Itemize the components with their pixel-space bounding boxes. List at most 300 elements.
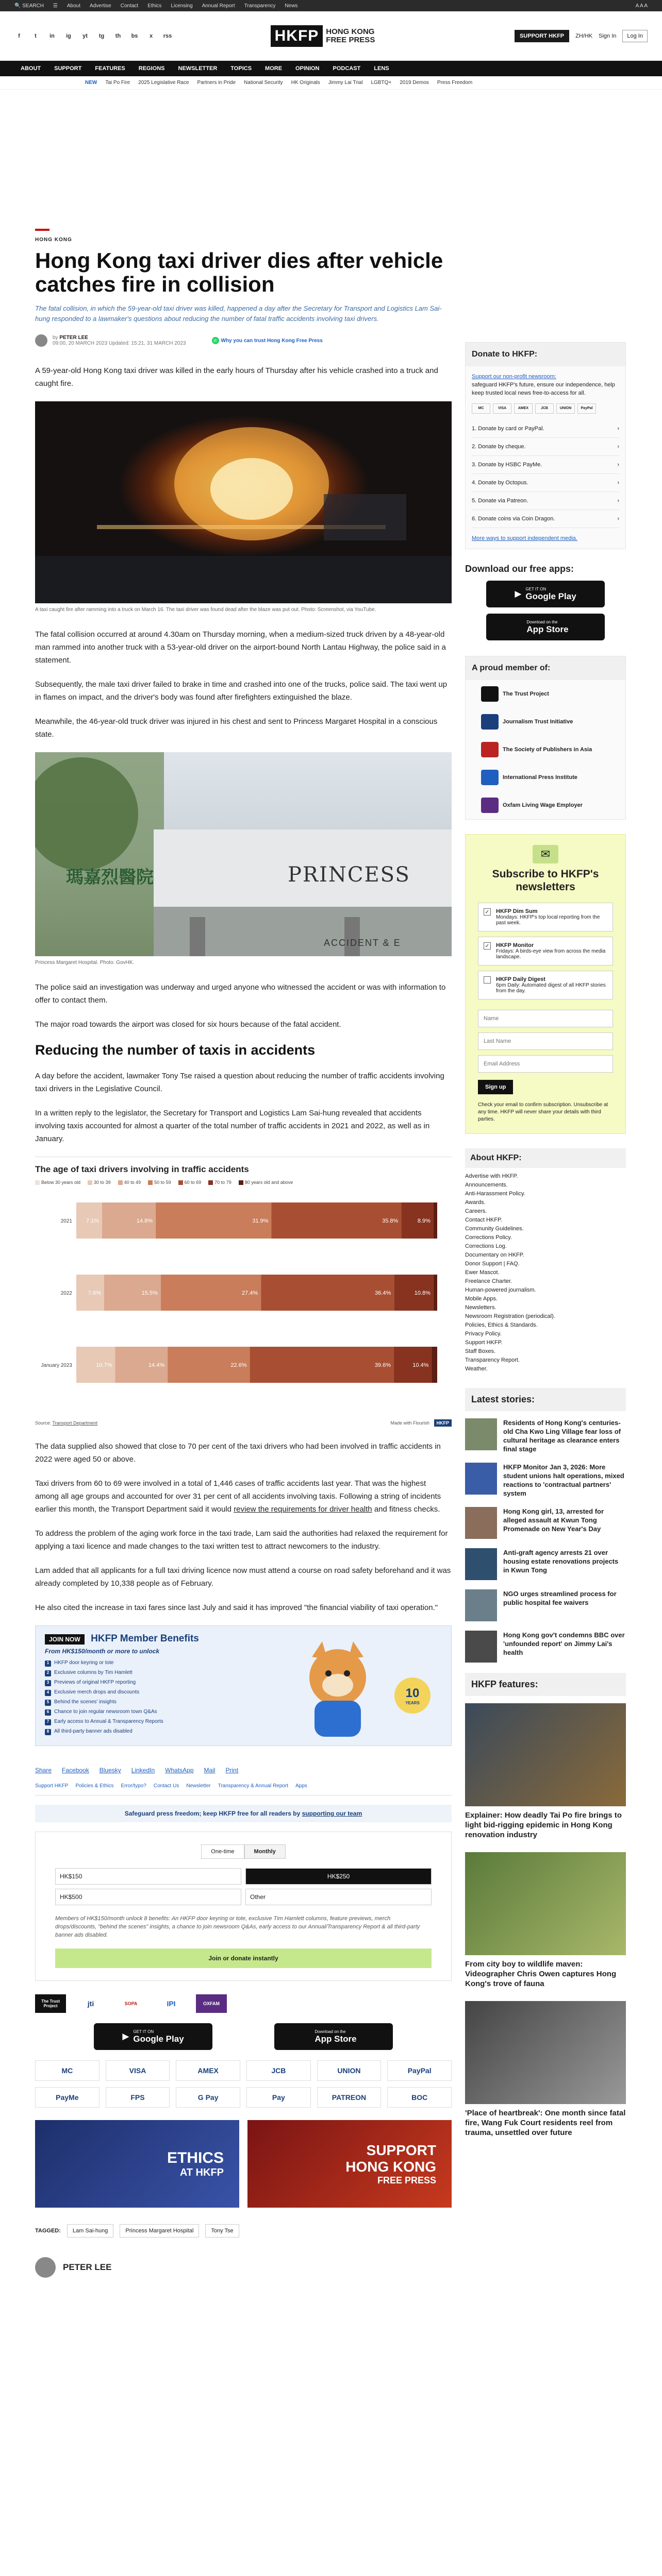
about-link[interactable]: Careers. <box>465 1208 487 1214</box>
site-header <box>0 11 662 61</box>
about-link[interactable]: Community Guidelines. <box>465 1226 524 1232</box>
payment-logo: PATREON <box>317 2087 382 2108</box>
checkbox[interactable]: ✓ <box>484 942 491 950</box>
topbar-licensing[interactable]: Licensing <box>171 3 193 9</box>
search-link[interactable]: 🔍 SEARCH <box>14 3 44 9</box>
latest-story[interactable]: Residents of Hong Kong's centuries-old Cha Kwo Ling Village fear loss of cultural heritage as clearance enters final stage <box>465 1418 626 1453</box>
feature-image <box>465 1852 626 1955</box>
ipi-logo: IPI <box>167 1999 176 2008</box>
chart-title: The age of taxi drivers involving in traffic accidents <box>35 1164 249 1174</box>
chevron-right-icon: › <box>617 498 619 504</box>
telegram-icon[interactable]: tg <box>98 32 105 39</box>
data-label: 7.6% <box>88 1290 101 1297</box>
rss-icon[interactable]: rss <box>163 32 172 39</box>
chevron-right-icon: › <box>617 426 619 432</box>
latest-story[interactable]: Hong Kong gov't condemns BBC over 'unfounded report' on Jimmy Lai's health <box>465 1631 626 1663</box>
utility-link[interactable]: Newsletter <box>186 1783 211 1789</box>
sidebar <box>465 342 626 2150</box>
nav-item-regions[interactable]: REGIONS <box>138 65 165 72</box>
nav-item-more[interactable]: MORE <box>265 65 283 72</box>
legend-swatch <box>178 1180 183 1185</box>
bluesky-icon[interactable]: bs <box>131 32 138 39</box>
paragraph: Meanwhile, the 46-year-old truck driver was injured in his chest and sent to Princess Margaret Hospital in a conscious state. <box>35 717 438 739</box>
top-utility-bar <box>0 0 662 11</box>
topbar-menu-icon[interactable]: ☰ <box>53 3 58 9</box>
latest-story[interactable]: NGO urges streamlined process for public hospital fee waivers <box>465 1589 626 1621</box>
member-org-logo <box>481 798 499 813</box>
benefit-item: 7 Early access to Annual & Transparency Reports <box>45 1719 313 1725</box>
hospital-sign-zh: 瑪嘉烈醫院 <box>66 867 154 888</box>
about-link[interactable]: Ewer Mascot. <box>465 1269 500 1276</box>
apps-title: Download our free apps: <box>465 564 574 574</box>
payment-logo: MC <box>472 403 490 414</box>
member-org-logo <box>481 686 499 702</box>
data-label: 36.4% <box>375 1290 391 1297</box>
latest-title: Latest stories: <box>465 1388 626 1411</box>
payment-logo: G Pay <box>176 2087 240 2108</box>
checkbox[interactable] <box>484 976 491 984</box>
bar-segment[interactable] <box>261 1275 394 1311</box>
benefit-item: 4 Exclusive merch drops and discounts <box>45 1689 313 1696</box>
bar-segment[interactable] <box>434 1275 437 1311</box>
member-org[interactable]: Journalism Trust Initiative <box>466 708 625 736</box>
feature-image <box>465 1703 626 1806</box>
author-avatar <box>35 334 47 347</box>
topbar-contact[interactable]: Contact <box>120 3 139 9</box>
member-org-logo <box>481 770 499 785</box>
about-link[interactable]: Announcements. <box>465 1182 508 1188</box>
utility-link[interactable]: Transparency & Annual Report <box>218 1783 288 1789</box>
site-logo[interactable]: HKFP HONG KONG FREE PRESS <box>271 25 375 47</box>
category-accent <box>35 229 49 231</box>
donate-option[interactable]: 6. Donate coins via Coin Dragon. › <box>472 510 619 528</box>
latest-card <box>465 1388 626 1663</box>
monthly-tab[interactable]: Monthly <box>244 1844 286 1859</box>
payment-logo: Pay <box>246 2087 311 2108</box>
one-time-tab[interactable]: One-time <box>201 1844 244 1859</box>
checkbox[interactable]: ✓ <box>484 908 491 916</box>
login-button[interactable]: Log In <box>622 30 648 42</box>
member-of-title: A proud member of: <box>466 656 625 680</box>
signup-button[interactable]: Sign up <box>478 1080 513 1094</box>
donate-fine-print: Members of HK$150/month unlock 8 benefits: An HKFP door keyring or tote, exclusive Tim Hamlett columns, feature previews, merch drops/discounts, "behind the scenes" insights, a chance to join newsroom Q&As, early access to our Annual/Transparency Report & all third-party banner ads disabled. <box>55 1916 420 1939</box>
share-print[interactable]: Print <box>225 1767 239 1774</box>
trending-item[interactable]: Partners in Pride <box>197 80 236 86</box>
topbar-news[interactable]: News <box>285 3 298 9</box>
about-link[interactable]: Corrections Log. <box>465 1243 507 1249</box>
author-box-name[interactable]: PETER LEE <box>63 2262 112 2273</box>
about-link[interactable]: Support HKFP. <box>465 1340 503 1346</box>
data-label: 7.1% <box>86 1218 99 1225</box>
feature-image <box>465 2001 626 2104</box>
first-name-input[interactable] <box>478 1010 613 1027</box>
paragraph: The major road towards the airport was closed for six hours because of the fatal accident. <box>35 1020 341 1029</box>
benefit-item: 3 Previews of original HKFP reporting <box>45 1680 313 1686</box>
sidebar-payment-logos <box>472 403 619 414</box>
donate-card: Donate to HKFP: Support our non-profit newsroom: safeguard HKFP's future, ensure our independence, help keep trusted local news free-to-access for all. MC VISA AMEX JCB UNION PayPal 1. Donate by card or PayPal. › 2. Donate by cheque. › 3. Donate by HSBC PayMe. › 4. Donate by Octopus. › 5. Donate via Patreon. › 6. Donate coins via Coin Dragon. › More ways to support independent media. <box>465 342 626 549</box>
feature-story[interactable]: Explainer: How deadly Tai Po fire brings to light bid-rigging epidemic in Hong Kong renovation industry <box>465 1703 626 1840</box>
search-icon: 🔍 <box>14 3 21 9</box>
legend-item: 80 years old and above <box>239 1180 293 1185</box>
member-org[interactable]: International Press Institute <box>466 764 625 791</box>
member-org[interactable]: Oxfam Living Wage Employer <box>466 791 625 819</box>
age-chart <box>35 1157 452 1426</box>
data-label: 22.6% <box>230 1362 247 1369</box>
utility-link[interactable]: Contact Us <box>153 1783 179 1789</box>
author-box-avatar <box>35 2257 56 2278</box>
payment-logo: BOC <box>387 2087 452 2108</box>
safeguard-banner: Safeguard press freedom; keep HKFP free for all readers by supporting our team <box>35 1805 452 1822</box>
membership-subtitle: From HK$150/month or more to unlock <box>45 1648 160 1655</box>
newsletter-title: Subscribe to HKFP's newsletters <box>492 868 599 893</box>
nav-item-about[interactable]: ABOUT <box>21 65 41 72</box>
tiktok-icon[interactable]: th <box>115 32 121 39</box>
payment-logo: MC <box>35 2060 100 2081</box>
share-whatsapp[interactable]: WhatsApp <box>165 1767 194 1774</box>
paragraph: Subsequently, the male taxi driver failed to brake in time and crashed into one of the trucks, police said. The taxi went up in flames on impact, and the driver's body was found after firefighters extinguished the blaze. <box>35 680 448 702</box>
donate-link[interactable]: Support our non-profit newsroom: <box>472 374 556 380</box>
article-title: Hong Kong taxi driver dies after vehicle catches fire in collision <box>35 248 443 296</box>
story-thumbnail <box>465 1507 497 1539</box>
support-hkfp-button[interactable]: SUPPORT HKFP <box>515 30 569 42</box>
byline: by PETER LEE 09:00, 20 MARCH 2023 Updated: 15:21, 31 MARCH 2023 ✆ Why you can trust Hong Kong Free Press <box>35 334 452 347</box>
newsletter-signup <box>465 834 626 1134</box>
photo-caption: Princess Margaret Hospital. Photo: GovHK. <box>35 960 135 965</box>
photo-caption: A taxi caught fire after ramming into a truck on March 16. The taxi driver was found dead after the blaze was put out. Photo: Screenshot, via YouTube. <box>35 607 376 613</box>
sidebar-app-store-button[interactable]: Download on the App Store <box>486 614 605 640</box>
about-link[interactable]: Transparency Report. <box>465 1357 520 1363</box>
data-label: 14.4% <box>148 1362 165 1369</box>
member-org[interactable]: The Society of Publishers in Asia <box>466 736 625 764</box>
payment-logo: VISA <box>106 2060 170 2081</box>
legend-swatch <box>88 1180 92 1185</box>
paragraph: In a written reply to the legislator, the Secretary for Transport and Logistics Lam Sai-hung revealed that accidents involving taxis accounted for almost a quarter of the total number of traffic accidents in 2021 and 2022, as well as in January. <box>35 1109 430 1143</box>
legend-swatch <box>118 1180 123 1185</box>
utility-link[interactable]: Error/typo? <box>121 1783 146 1789</box>
nav-item-topics[interactable]: TOPICS <box>230 65 252 72</box>
latest-story[interactable]: Hong Kong girl, 13, arrested for alleged assault at Kwun Tong Promenade on New Year's Day <box>465 1507 626 1539</box>
payment-logo: AMEX <box>176 2060 240 2081</box>
donate-option[interactable]: 1. Donate by card or PayPal. › <box>472 420 619 438</box>
publish-date: 09:00, 20 MARCH 2023 <box>53 341 108 346</box>
topbar-about[interactable]: About <box>67 3 81 9</box>
about-link[interactable]: Privacy Policy. <box>465 1331 502 1337</box>
category-label: 2022 <box>60 1291 72 1297</box>
about-link[interactable]: Policies, Ethics & Standards. <box>465 1322 538 1328</box>
trending-item[interactable]: Jimmy Lai Trial <box>328 80 363 86</box>
latest-story[interactable]: HKFP Monitor Jan 3, 2026: More student unions halt operations, mixed reactions to 'contractual partners' system <box>465 1463 626 1498</box>
amount-options <box>55 1868 432 1905</box>
new-label: NEW <box>85 80 97 86</box>
google-play-icon: ▶ <box>515 589 522 599</box>
legend-item: Below 30 years old <box>35 1180 80 1185</box>
article-category[interactable]: HONG KONG <box>35 237 72 243</box>
about-link[interactable]: Weather. <box>465 1366 488 1372</box>
story-thumbnail <box>465 1548 497 1580</box>
feature-story[interactable]: From city boy to wildlife maven: Videographer Chris Owen captures Hong Kong's trove of fauna <box>465 1852 626 1989</box>
taxi-fire-photo <box>35 401 452 603</box>
about-link[interactable]: Mobile Apps. <box>465 1296 498 1302</box>
payment-logo: FPS <box>106 2087 170 2108</box>
amount-option[interactable]: HK$250 <box>245 1868 432 1885</box>
share-linkedin[interactable]: LinkedIn <box>131 1767 155 1774</box>
legend-item: 50 to 59 <box>148 1180 171 1185</box>
topbar-annual-report[interactable]: Annual Report <box>202 3 235 9</box>
payment-logo: PayPal <box>387 2060 452 2081</box>
story-thumbnail <box>465 1631 497 1663</box>
about-link[interactable]: Staff Boxes. <box>465 1348 496 1354</box>
hospital-sign-en: PRINCESS <box>288 863 410 887</box>
amount-option[interactable]: HK$500 <box>55 1889 241 1905</box>
legend-swatch <box>148 1180 153 1185</box>
membership-title: HKFP Member Benefits <box>91 1633 199 1645</box>
about-card <box>465 1148 626 1378</box>
legend-item: 60 to 69 <box>178 1180 202 1185</box>
logo-line1: HONG KONG <box>326 27 375 36</box>
article-lede: The fatal collision, in which the 59-year-old taxi driver was killed, happened a day after the Secretary for Transport and Logistics Lam Sai-hung responded to a lawmaker's questions about reducing the number of fatal traffic accidents involving taxi drivers. <box>35 304 442 323</box>
mascot-illustration <box>286 1636 389 1739</box>
benefit-item: 5 Behind the scenes' insights <box>45 1699 313 1706</box>
payment-logo: UNION <box>556 403 575 414</box>
join-now-badge[interactable]: JOIN NOW <box>45 1634 85 1645</box>
paragraph: Taxi drivers from 60 to 69 were involved in a total of 1,446 cases of traffic accidents last year. That was the highest among all age groups and accounted for over 31 per cent of all accidents involving taxis. Following a string of incidents earlier this month, the Transport Department said it would review the requirements for driver health and fitness checks. <box>35 1479 441 1514</box>
utility-links <box>35 1783 452 1795</box>
legend-swatch <box>35 1180 40 1185</box>
youtube-icon[interactable]: yt <box>82 32 88 39</box>
nav-item-support[interactable]: SUPPORT <box>54 65 82 72</box>
newsletter-option[interactable]: ✓ HKFP Dim Sum Mondays: HKFP's top local reporting from the past week. <box>478 903 613 931</box>
bar-segment[interactable] <box>432 1347 437 1383</box>
newsletter-note: Check your email to confirm subscription. Unsubscribe at any time. HKFP will never share your details with third parties. <box>478 1102 608 1122</box>
payment-methods <box>35 2060 452 2108</box>
about-link[interactable]: Newsletters. <box>465 1304 496 1311</box>
paragraph: The fatal collision occurred at around 4.30am on Thursday morning, when a medium-sized truck driven by a 48-year-old man rammed into another truck with a 53-year-old driver on the airport-bound North Lantau Highway, the police said in a statement. <box>35 630 446 665</box>
oxfam-logo: OXFAM <box>196 1994 227 2013</box>
last-name-input[interactable] <box>478 1032 613 1050</box>
bar-segment[interactable] <box>434 1202 437 1239</box>
nav-item-podcast[interactable]: PODCAST <box>333 65 361 72</box>
share-mail[interactable]: Mail <box>204 1767 216 1774</box>
story-thumbnail <box>465 1418 497 1450</box>
chevron-right-icon: › <box>617 516 619 522</box>
donate-option[interactable]: 4. Donate by Octopus. › <box>472 474 619 492</box>
data-label: 10.8% <box>414 1290 431 1297</box>
hospital-photo <box>35 752 452 956</box>
paragraph: Lam added that all applicants for a full taxi driving licence now must attend a course on road safety beforehand and it was already completed by 10,338 people as of February. <box>35 1566 451 1588</box>
tags: TAGGED: Lam Sai-hung Princess Margaret Hospital Tony Tse <box>35 2224 452 2238</box>
tag-link[interactable]: Tony Tse <box>205 2224 239 2238</box>
membership-banner[interactable] <box>35 1625 452 1746</box>
member-logos-row <box>35 1994 452 2013</box>
sidebar-google-play-button[interactable]: ▶ GET IT ON Google Play <box>486 581 605 607</box>
paragraph: To address the problem of the aging work force in the taxi trade, Lam said the authorities had relaxed the requirement for applying a taxi licence and made changes to the taxi written test to attract newcomers to the industry. <box>35 1529 448 1551</box>
benefit-item: 6 Chance to join regular newsroom town Q&As <box>45 1709 313 1716</box>
more-ways-link[interactable]: More ways to support independent media. <box>472 535 577 541</box>
newsletter-option[interactable]: HKFP Daily Digest 6pm Daily: Automated digest of all HKFP stories from the day. <box>478 971 613 999</box>
jti-logo: jti <box>87 1999 94 2008</box>
linkedin-icon[interactable]: in <box>49 32 55 39</box>
topbar-transparency[interactable]: Transparency <box>244 3 276 9</box>
data-label: 10.4% <box>412 1362 429 1369</box>
share-bluesky[interactable]: Bluesky <box>99 1767 121 1774</box>
payment-logo: PayMe <box>35 2087 100 2108</box>
data-label: 31.9% <box>252 1218 269 1225</box>
data-label: 14.8% <box>136 1218 153 1225</box>
category-label: 2021 <box>60 1218 72 1225</box>
nav-item-features[interactable]: FEATURES <box>95 65 125 72</box>
language-toggle[interactable]: ZH/HK <box>575 32 593 39</box>
payment-logo: PayPal <box>577 403 596 414</box>
about-title: About HKFP: <box>465 1148 626 1168</box>
share-facebook[interactable]: Facebook <box>62 1767 89 1774</box>
updated-date: Updated: 15:21, 31 MARCH 2023 <box>108 341 186 346</box>
about-link[interactable]: Corrections Policy. <box>465 1234 512 1241</box>
utility-link[interactable]: Support HKFP <box>35 1783 69 1789</box>
support-team-link[interactable]: supporting our team <box>302 1810 362 1818</box>
paragraph: A day before the accident, lawmaker Tony Tse raised a question about reducing the number of traffic accidents involving taxi drivers in the Legislative Council. <box>35 1072 444 1093</box>
about-link[interactable]: Advertise with HKFP. <box>465 1173 518 1179</box>
latest-story[interactable]: Anti-graft agency arrests 21 over housing estate renovations projects in Kwun Tong <box>465 1548 626 1580</box>
ten-years-badge: 10 YEARS <box>394 1677 431 1714</box>
payment-logo: AMEX <box>514 403 533 414</box>
chevron-right-icon: › <box>617 462 619 468</box>
email-input[interactable] <box>478 1055 613 1073</box>
utility-link[interactable]: Apps <box>295 1783 307 1789</box>
newsletter-option[interactable]: ✓ HKFP Monitor Fridays: A birds-eye view from across the media landscape. <box>478 937 613 965</box>
trending-item[interactable]: Press Freedom <box>437 80 473 86</box>
trending-item[interactable]: LGBTQ+ <box>371 80 392 86</box>
benefit-item: 8 All third-party banner ads disabled <box>45 1728 313 1735</box>
trending-item[interactable]: 2019 Demos <box>400 80 429 86</box>
trust-link[interactable]: ✆ Why you can trust Hong Kong Free Press <box>212 337 323 344</box>
about-link[interactable]: Anti-Harassment Policy. <box>465 1191 525 1197</box>
social-links <box>14 31 172 41</box>
data-label: 27.4% <box>241 1290 258 1297</box>
data-label: 8.9% <box>417 1218 431 1225</box>
tag-link[interactable]: Lam Sai-hung <box>67 2224 114 2238</box>
member-org-logo <box>481 742 499 757</box>
threads-icon[interactable]: t <box>35 32 37 39</box>
data-label: 35.8% <box>382 1218 399 1225</box>
about-link[interactable]: Documentary on HKFP. <box>465 1252 524 1258</box>
main-nav <box>0 61 662 76</box>
chart-source[interactable]: Transport Department <box>52 1420 98 1426</box>
benefit-item: 2 Exclusive columns by Tim Hamlett <box>45 1670 313 1676</box>
benefit-item: 1 HKFP door keyring or tote <box>45 1660 313 1667</box>
donate-card-title: Donate to HKFP: <box>466 343 625 366</box>
font-size-controls[interactable]: A A A <box>635 3 648 9</box>
payment-logo: VISA <box>493 403 511 414</box>
logo-line2: FREE PRESS <box>326 35 375 44</box>
author-name[interactable]: PETER LEE <box>59 335 88 341</box>
chart-source-label: Source: <box>35 1420 52 1426</box>
data-label: 15.5% <box>141 1290 158 1297</box>
features-card <box>465 1673 626 2138</box>
paragraph: He also cited the increase in taxi fares since last July and said it has improved "the financial viability of taxi operation." <box>35 1603 438 1613</box>
join-donate-button[interactable]: Join or donate instantly <box>55 1948 432 1968</box>
apps-card <box>465 564 626 640</box>
member-org[interactable]: The Trust Project <box>466 680 625 708</box>
section-heading: Reducing the number of taxis in accidents <box>35 1042 316 1058</box>
about-link[interactable]: Human-powered journalism. <box>465 1287 536 1293</box>
member-of-card <box>465 656 626 820</box>
utility-link[interactable]: Policies & Ethics <box>75 1783 114 1789</box>
bar-segment[interactable] <box>250 1347 394 1383</box>
donate-option[interactable]: 5. Donate via Patreon. › <box>472 492 619 510</box>
donate-option[interactable]: 3. Donate by HSBC PayMe. › <box>472 456 619 474</box>
trending-item[interactable]: Tai Po Fire <box>105 80 130 86</box>
amount-option[interactable]: HK$150 <box>55 1868 241 1885</box>
x-icon[interactable]: x <box>149 32 153 39</box>
about-link[interactable]: Freelance Charter. <box>465 1278 512 1284</box>
topbar-advertise[interactable]: Advertise <box>90 3 111 9</box>
whatsapp-icon: ✆ <box>212 337 219 344</box>
support-promo[interactable]: SUPPORT HONG KONG FREE PRESS <box>247 2120 452 2208</box>
about-link[interactable]: Newsroom Registration (periodical). <box>465 1313 555 1319</box>
trending-item[interactable]: National Security <box>244 80 283 86</box>
google-play-button[interactable]: ▶ GET IT ON Google Play <box>94 2023 212 2050</box>
about-link[interactable]: Awards. <box>465 1199 486 1206</box>
data-label: 39.6% <box>374 1362 391 1369</box>
sopa-logo: SOPA <box>124 2001 138 2007</box>
nav-item-newsletter[interactable]: NEWSLETTER <box>178 65 218 72</box>
ethics-promo[interactable]: ETHICS AT HKFP <box>35 2120 239 2208</box>
facebook-icon[interactable]: f <box>18 32 20 39</box>
features-title: HKFP features: <box>465 1673 626 1696</box>
app-store-button[interactable]: Download on the App Store <box>274 2023 393 2050</box>
data-label: 10.7% <box>96 1362 112 1369</box>
about-link[interactable]: Contact HKFP. <box>465 1217 502 1223</box>
newsletter-icon: ✉ <box>533 845 558 863</box>
legend-item: 70 to 79 <box>208 1180 231 1185</box>
trust-project-logo: The Trust Project <box>35 1994 66 2013</box>
share-bar <box>35 1767 452 1774</box>
nav-item-opinion[interactable]: OPINION <box>295 65 320 72</box>
chevron-right-icon: › <box>617 480 619 486</box>
nav-item-lens[interactable]: LENS <box>374 65 389 72</box>
tag-link[interactable]: Princess Margaret Hospital <box>120 2224 199 2238</box>
paragraph: The police said an investigation was underway and urged anyone who witnessed the accident or was with information to offer to contact them. <box>35 983 446 1005</box>
driver-health-link[interactable]: review the requirements for driver health <box>234 1505 372 1514</box>
donate-widget <box>35 1832 452 1981</box>
payment-logo: UNION <box>317 2060 382 2081</box>
author-box <box>35 2257 452 2278</box>
trending-item[interactable]: HK Originals <box>291 80 320 86</box>
chart-plot <box>35 1192 452 1414</box>
about-link[interactable]: Donor Support | FAQ. <box>465 1261 520 1267</box>
instagram-icon[interactable]: ig <box>66 32 71 39</box>
trending-item[interactable]: 2025 Legislative Race <box>138 80 189 86</box>
payment-logo: JCB <box>246 2060 311 2081</box>
feature-story[interactable]: 'Place of heartbreak': One month since fatal fire, Wang Fuk Court residents reel from trauma, unsettled over future <box>465 2001 626 2138</box>
payment-logo: JCB <box>535 403 554 414</box>
flourish-credit[interactable]: Made with Flourish <box>390 1420 429 1426</box>
signin-link[interactable]: Sign In <box>599 32 617 39</box>
donate-option[interactable]: 2. Donate by cheque. › <box>472 438 619 456</box>
benefit-list <box>45 1660 313 1735</box>
paragraph: A 59-year-old Hong Kong taxi driver was killed in the early hours of Thursday after his vehicle crashed into a truck and caught fire. <box>35 366 438 388</box>
legend-swatch <box>208 1180 213 1185</box>
legend-item: 40 to 49 <box>118 1180 141 1185</box>
topbar-ethics[interactable]: Ethics <box>147 3 162 9</box>
legend-item: 30 to 39 <box>88 1180 111 1185</box>
share-share[interactable]: Share <box>35 1767 52 1774</box>
chart-logo: HKFP <box>434 1419 452 1427</box>
google-play-icon: ▶ <box>122 2031 129 2042</box>
member-org-logo <box>481 714 499 730</box>
chevron-right-icon: › <box>617 444 619 450</box>
amount-option[interactable]: Other <box>245 1889 432 1905</box>
